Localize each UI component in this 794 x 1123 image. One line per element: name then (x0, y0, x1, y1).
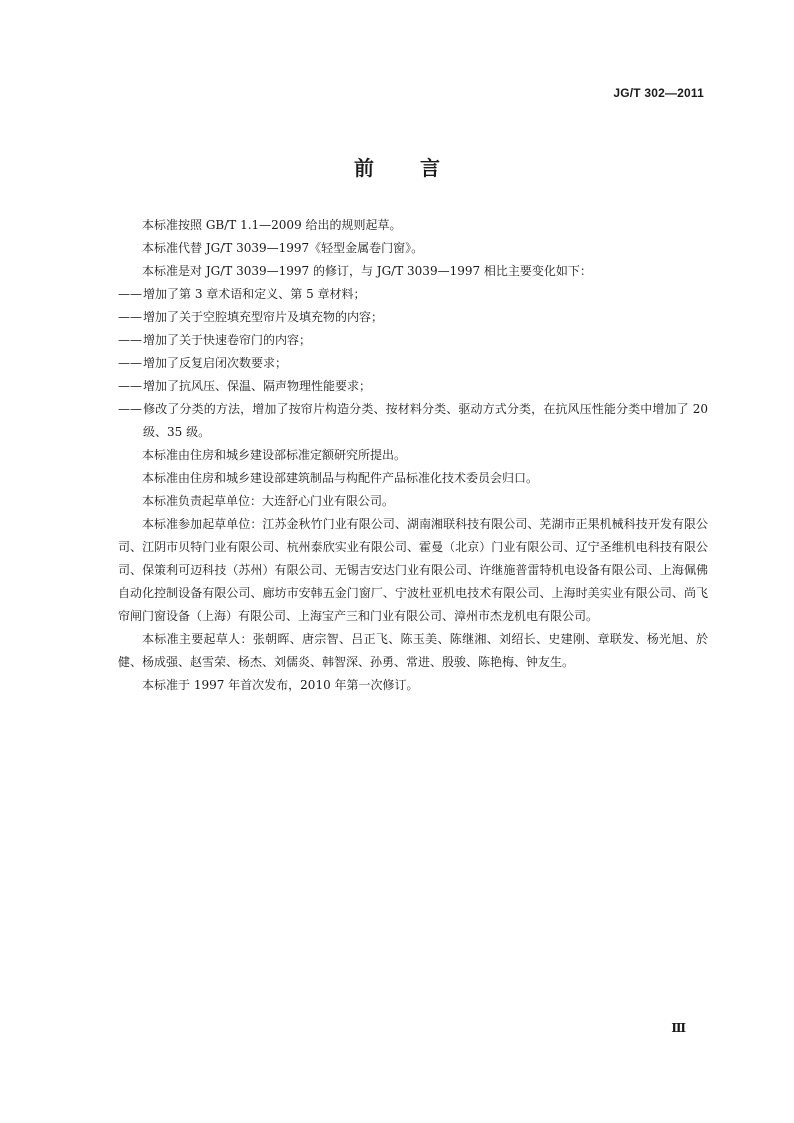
paragraph-proposed-by: 本标准由住房和城乡建设部标准定额研究所提出。 (142, 448, 407, 462)
change-item: ——修改了分类的方法，增加了按帘片构造分类、按材料分类、驱动方式分类，在抗风压性能分类中增加了 20 级、35 级。 (118, 402, 708, 439)
change-item: ——增加了关于快速卷帘门的内容； (118, 333, 312, 347)
foreword-body (118, 214, 708, 697)
paragraph-replaces: 本标准代替 JG/T 3039—1997《轻型金属卷门窗》。 (142, 241, 424, 255)
change-item: ——增加了反复启闭次数要求； (118, 356, 288, 370)
paragraph-lead-drafter-org: 本标准负责起草单位：大连舒心门业有限公司。 (142, 494, 395, 508)
paragraph-revision-intro: 本标准是对 JG/T 3039—1997 的修订，与 JG/T 3039—1997 相比主要变化如下： (142, 264, 592, 278)
title-char-2: 言 (420, 156, 440, 180)
standard-code: JG/T 302—2011 (613, 86, 704, 100)
title-char-1: 前 (354, 156, 374, 180)
change-item: ——增加了抗风压、保温、隔声物理性能要求； (118, 379, 372, 393)
change-item: ——增加了关于空腔填充型帘片及填充物的内容； (118, 310, 384, 324)
paragraph-release-history: 本标准于 1997 年首次发布，2010 年第一次修订。 (142, 678, 419, 692)
page-number: Ⅲ (671, 1021, 686, 1035)
page-title (0, 152, 794, 181)
change-item: ——增加了第 3 章术语和定义、第 5 章材料； (118, 287, 366, 301)
paragraph-participating-orgs: 本标准参加起草单位：江苏金秋竹门业有限公司、湖南湘联科技有限公司、芜湖市正果机械科技开发有限公司、江阴市贝特门业有限公司、杭州泰欣实业有限公司、霍曼（北京）门业有限公司、辽宁圣维机电科技有限公司、保策利可迈科技（苏州）有限公司、无锡吉安达门业有限公司、许继施普雷特机电设备有限公司、上海佩佛自动化控制设备有限公司、廊坊市安韩五金门窗厂、宁波杜亚机电技术有限公司、上海时美实业有限公司、尚飞帘闸门窗设备（上海）有限公司、上海宝产三和门业有限公司、漳州市杰龙机电有限公司。 (118, 517, 708, 623)
paragraph-administered-by: 本标准由住房和城乡建设部建筑制品与构配件产品标准化技术委员会归口。 (142, 471, 539, 485)
paragraph-main-drafters: 本标准主要起草人：张朝晖、唐宗智、吕正飞、陈玉美、陈继湘、刘绍长、史建刚、章联发、杨光旭、於健、杨成强、赵雪荣、杨杰、刘儒炎、韩智深、孙勇、常进、殷骏、陈艳梅、钟友生。 (118, 632, 708, 669)
paragraph-drafting-rules: 本标准按照 GB/T 1.1—2009 给出的规则起草。 (142, 218, 402, 232)
